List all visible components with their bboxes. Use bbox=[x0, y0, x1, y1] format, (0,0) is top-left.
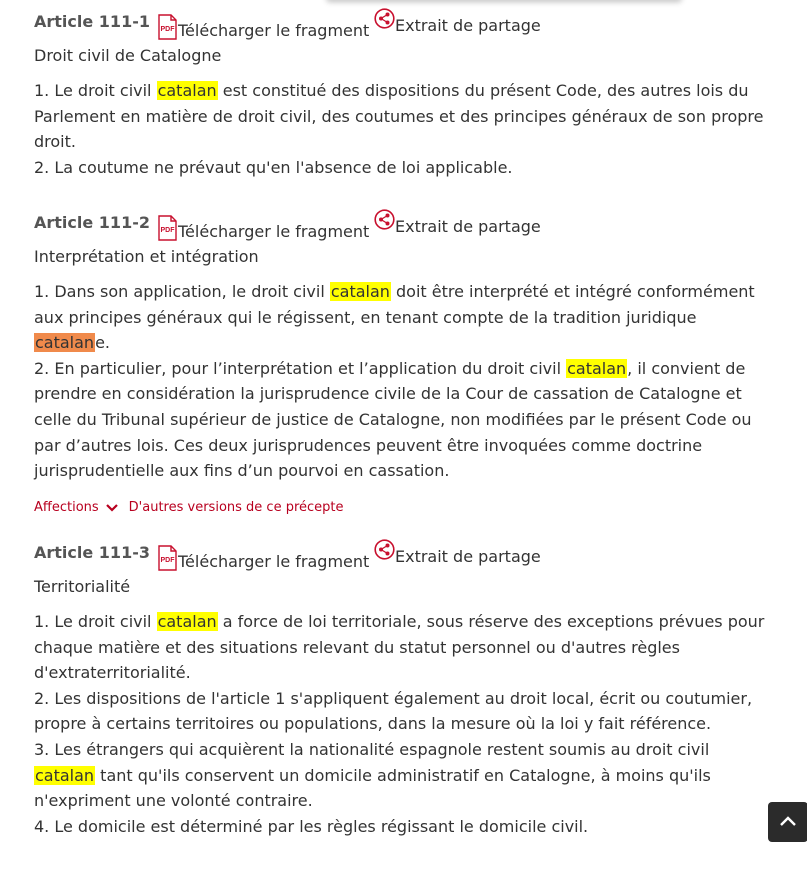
search-highlight: catalan bbox=[35, 765, 95, 785]
article-111-3 bbox=[34, 543, 774, 839]
share-icon bbox=[374, 539, 395, 560]
svg-text:PDF: PDF bbox=[160, 26, 175, 33]
article-paragraph bbox=[34, 356, 774, 484]
article-body bbox=[34, 78, 774, 180]
paragraph-text: 1. Le droit civil bbox=[34, 612, 157, 631]
paragraph-text: a force de loi territoriale, sous réserve des exceptions prévues pour chaque matière et des situations relevant du statut personnel ou d'autres règles d'extraterritorialité. bbox=[34, 612, 765, 683]
paragraph-text: 2. Les dispositions de l'article 1 s'appliquent également au droit local, écrit ou coutumier, propre à certains territoires ou populations, dans la mesure où la loi y fait référence. bbox=[34, 688, 753, 734]
article-meta-links bbox=[34, 500, 774, 515]
article-header bbox=[34, 213, 774, 251]
article-header bbox=[34, 12, 774, 50]
paragraph-text: 4. Le domicile est déterminé par les règles régissant le domicile civil. bbox=[34, 816, 589, 836]
article-paragraph bbox=[34, 78, 774, 155]
affections-toggle[interactable] bbox=[34, 500, 99, 515]
article-header bbox=[34, 543, 774, 581]
paragraph-text: 1. Dans son application, le droit civil bbox=[34, 282, 330, 301]
article-paragraph bbox=[34, 155, 774, 181]
chevron-down-icon[interactable] bbox=[105, 502, 119, 512]
paragraph-text: 2. La coutume ne prévaut qu'en l'absence de loi applicable. bbox=[34, 157, 513, 177]
article-paragraph bbox=[34, 279, 774, 356]
share-extract-label: Extrait de partage bbox=[395, 547, 541, 566]
article-body bbox=[34, 609, 774, 839]
share-extract-link[interactable] bbox=[374, 545, 541, 566]
article-paragraph bbox=[34, 609, 774, 686]
search-highlight: catalan bbox=[567, 358, 627, 378]
search-highlight: catalan bbox=[157, 612, 217, 631]
back-to-top-button[interactable] bbox=[768, 802, 807, 842]
search-highlight: catalan bbox=[330, 282, 390, 301]
share-extract-label: Extrait de partage bbox=[395, 217, 541, 236]
article-paragraph bbox=[34, 737, 774, 814]
share-icon bbox=[374, 8, 395, 29]
share-extract-link[interactable] bbox=[374, 14, 541, 35]
paragraph-text: 3. Les étrangers qui acquièrent la nationalité espagnole restent soumis au droit civil bbox=[34, 739, 710, 759]
pdf-icon bbox=[157, 14, 178, 40]
article-subtitle: Droit civil de Catalogne bbox=[34, 46, 222, 65]
share-extract-link[interactable] bbox=[374, 215, 541, 236]
svg-text:PDF: PDF bbox=[160, 227, 175, 234]
share-extract-label: Extrait de partage bbox=[395, 16, 541, 35]
download-fragment-label: Télécharger le fragment bbox=[178, 222, 370, 241]
paragraph-text: e. bbox=[95, 333, 111, 353]
paragraph-text: doit être interprété et intégré conformément aux principes généraux qui le régissent, en tenant compte de la tradition juridique bbox=[34, 282, 755, 327]
affections-label: Affections bbox=[34, 499, 99, 515]
download-fragment-label: Télécharger le fragment bbox=[178, 552, 370, 571]
pdf-icon bbox=[157, 545, 178, 571]
article-body bbox=[34, 279, 774, 484]
paragraph-text: 1. Le droit civil bbox=[34, 81, 157, 100]
other-versions-link[interactable]: D'autres versions de ce précepte bbox=[128, 499, 344, 515]
paragraph-text: 2. En particulier, pour l’interprétation et l’application du droit civil bbox=[34, 358, 567, 378]
chevron-up-icon bbox=[778, 813, 798, 832]
download-fragment-link[interactable] bbox=[157, 14, 369, 40]
article-title: Article 111-1 bbox=[34, 12, 150, 31]
article-subtitle: Territorialité bbox=[34, 577, 131, 596]
pdf-icon bbox=[157, 215, 178, 241]
article-subtitle: Interprétation et intégration bbox=[34, 247, 259, 266]
article-paragraph bbox=[34, 814, 774, 840]
article-111-1 bbox=[34, 12, 774, 180]
paragraph-text: est constitué des dispositions du présent Code, des autres lois du Parlement en matière de droit civil, des coutumes et des principes généraux de son propre droit. bbox=[34, 81, 764, 152]
share-icon bbox=[374, 209, 395, 230]
download-fragment-link[interactable] bbox=[157, 215, 369, 241]
paragraph-text: , il convient de prendre en considération la jurisprudence civile de la Cour de cassation de Catalogne et celle du Tribunal supérieur de justice de Catalogne, non modifiées par le présent Code ou par d’autres lois. Ces deux jurisprudences peuvent être invoquées comme doctrine jurisprudentielle aux fins d’un pourvoi en cassation. bbox=[34, 358, 752, 481]
download-fragment-link[interactable] bbox=[157, 545, 369, 571]
paragraph-text: tant qu'ils conservent un domicile administratif en Catalogne, à moins qu'ils n'expriment une volonté contraire. bbox=[34, 765, 711, 811]
article-111-2 bbox=[34, 213, 774, 515]
article-paragraph bbox=[34, 686, 774, 737]
article-title: Article 111-2 bbox=[34, 213, 150, 232]
svg-text:PDF: PDF bbox=[160, 557, 175, 564]
download-fragment-label: Télécharger le fragment bbox=[178, 21, 370, 40]
current-search-highlight: catalan bbox=[35, 333, 95, 353]
search-highlight: catalan bbox=[157, 81, 217, 100]
article-title: Article 111-3 bbox=[34, 543, 150, 562]
